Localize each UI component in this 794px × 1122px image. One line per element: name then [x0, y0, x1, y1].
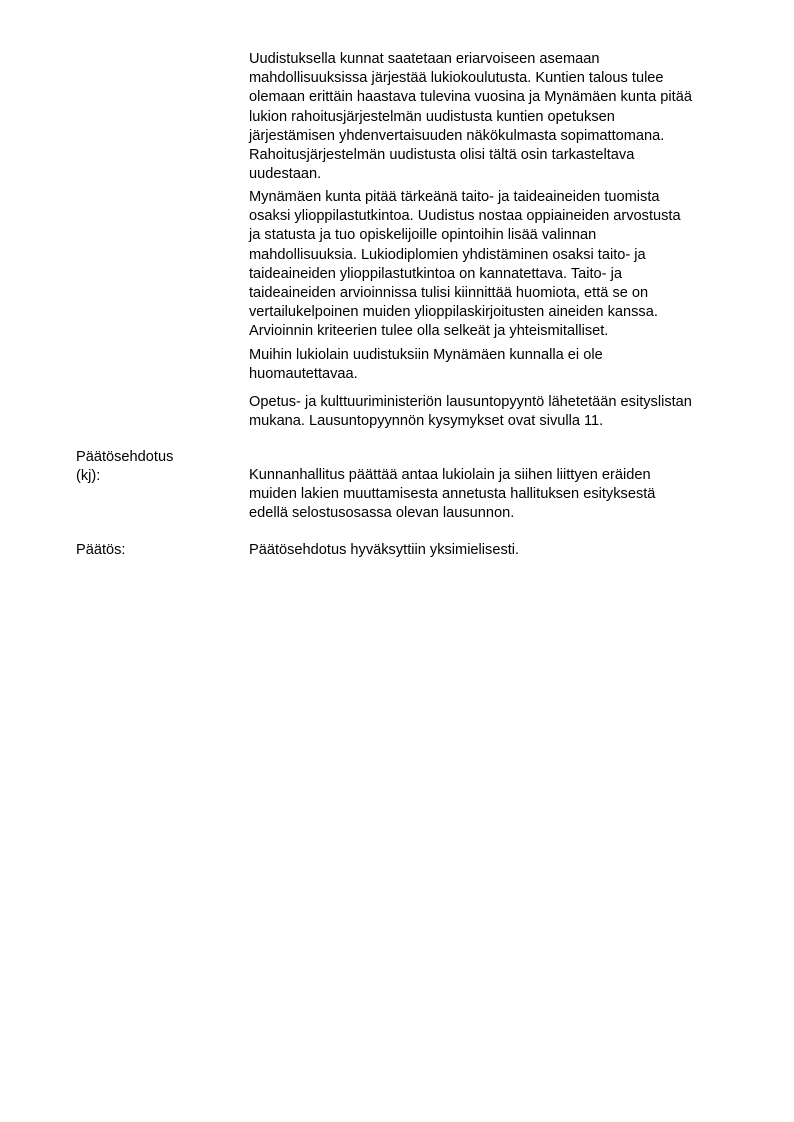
text-line: taideaineiden arvioinnissa tulisi kiinnittää huomiota, että se on [249, 285, 649, 302]
text-line: ja statusta ja tuo opiskelijoille opintoihin lisää valinnan [249, 227, 597, 244]
text-line: osaksi ylioppilastutkintoa. Uudistus nostaa oppiaineiden arvostusta [249, 208, 681, 225]
text-line: lukion rahoitusjärjestelmän uudistusta kuntien opetuksen [249, 108, 615, 125]
decision-text [249, 541, 749, 560]
text-line: muiden lakien muuttamisesta annetusta hallituksen esityksestä [249, 486, 656, 503]
text-line: järjestämisen yhdenvertaisuuden näkökulmasta sopimattomana. [249, 127, 665, 144]
paragraph-no-comments [249, 346, 749, 384]
label-line: Päätös: [76, 542, 126, 558]
text-line: Uudistuksella kunnat saatetaan eriarvoiseen asemaan [249, 51, 600, 67]
decision-proposal-label [76, 448, 173, 486]
text-line: vertailukelpoinen muiden ylioppilaskirjoitusten aineiden kanssa. [249, 304, 658, 321]
text-line: Opetus- ja kulttuuriministeriön lausuntopyyntö lähetetään esityslistan [249, 394, 692, 410]
paragraph-arts-subjects [249, 188, 749, 342]
label-line: (kj): [76, 468, 101, 485]
text-line: Muihin lukiolain uudistuksiin Mynämäen kunnalla ei ole [249, 347, 603, 363]
text-line: Mynämäen kunta pitää tärkeänä taito- ja taideaineiden tuomista [249, 189, 660, 205]
text-line: Päätösehdotus hyväksyttiin yksimielisesti. [249, 542, 520, 558]
text-line: mukana. Lausuntopyynnön kysymykset ovat sivulla 11. [249, 413, 604, 430]
text-line: mahdollisuuksia. Lukiodiplomien yhdistäminen osaksi taito- ja [249, 246, 646, 263]
text-line: Rahoitusjärjestelmän uudistusta olisi tältä osin tarkasteltava [249, 147, 635, 164]
text-line: Kunnanhallitus päättää antaa lukiolain ja siihen liittyen eräiden [249, 467, 651, 483]
text-line: Arvioinnin kriteerien tulee olla selkeät ja yhteismitalliset. [249, 323, 609, 340]
paragraph-ministry-request [249, 393, 749, 431]
text-line: edellä selostusosassa olevan lausunnon. [249, 505, 515, 522]
text-line: taideaineiden ylioppilastutkintoa on kannatettava. Taito- ja [249, 265, 622, 282]
paragraph-funding-reform [249, 50, 749, 184]
text-line: huomautettavaa. [249, 366, 358, 383]
label-line: Päätösehdotus [76, 449, 174, 465]
decision-label [76, 541, 126, 560]
text-line: mahdollisuuksissa järjestää lukiokoulutusta. Kuntien talous tulee [249, 70, 664, 87]
text-line: uudestaan. [249, 166, 322, 183]
text-line: olemaan erittäin haastava tulevina vuosina ja Mynämäen kunta pitää [249, 89, 692, 106]
decision-proposal-text [249, 466, 749, 524]
